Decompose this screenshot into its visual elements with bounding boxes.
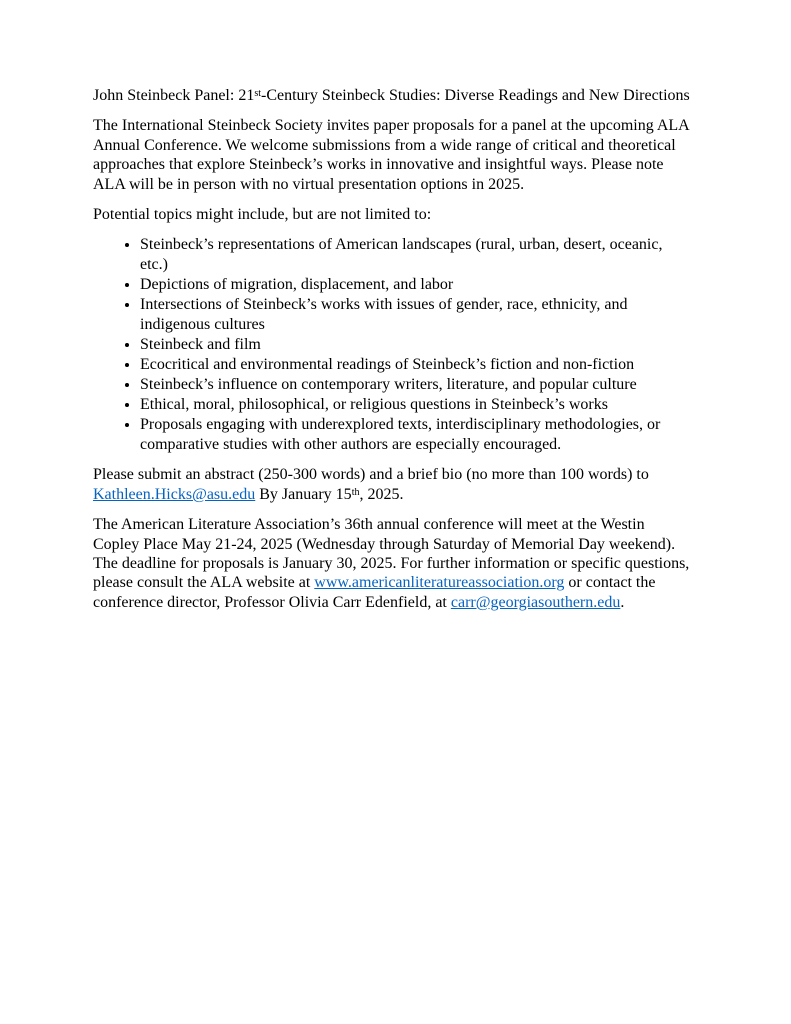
topic-item: • Proposals engaging with underexplored texts, interdisciplinary methodologies, or comparative studies with other authors are especially encouraged. [140, 415, 694, 455]
topic-item: • Ethical, moral, philosophical, or religious questions in Steinbeck’s works [140, 395, 694, 415]
topic-item: • Intersections of Steinbeck’s works with issues of gender, race, ethnicity, and indigenous cultures [140, 295, 694, 335]
superscript-text: th [351, 486, 360, 498]
topic-item: • Steinbeck’s influence on contemporary writers, literature, and popular culture [140, 375, 694, 395]
topic-item: • Steinbeck and film [140, 335, 694, 355]
topic-item: • Depictions of migration, displacement, and labor [140, 275, 694, 295]
topics-lead: Potential topics might include, but are not limited to: [93, 206, 432, 224]
email-link[interactable]: Kathleen.Hicks@asu.edu [93, 485, 256, 503]
intro-paragraph: The International Steinbeck Society invites paper proposals for a panel at the upcoming ALA Annual Conference. We welcome submissions from a wide range of critical and theoretical approaches that explore Steinbeck’s works in innovative and insightful ways. Please note ALA will be in person with no virtual presentation options in 2025. [93, 117, 689, 193]
topic-item: • Ecocritical and environmental readings of Steinbeck’s fiction and non-fiction [140, 355, 694, 375]
ala-website-link[interactable]: www.americanliteratureassociation.org [314, 574, 565, 592]
topics-list [93, 235, 694, 454]
conference-paragraph: The American Literature Association’s 36th annual conference will meet at the Westin Copley Place May 21-24, 2025 (Wednesday through Saturday of Memorial Day weekend). The deadline for proposals is January 30, 2025. For further information or specific questions, please consult the ALA website at www.americanliteratureassociation.org or contact the conference director, Professor Olivia Carr Edenfield, at carr@georgiasouthern.edu. [93, 516, 690, 611]
document-title: John Steinbeck Panel: 21st-Century Steinbeck Studies: Diverse Readings and New Directions [93, 87, 690, 104]
superscript-text: st [254, 88, 261, 99]
submission-paragraph: Please submit an abstract (250-300 words) and a brief bio (no more than 100 words) to Kathleen.Hicks@asu.edu By January 15th, 2025. [93, 466, 649, 503]
topic-item: • Steinbeck’s representations of American landscapes (rural, urban, desert, oceanic, etc.) [140, 235, 694, 275]
director-email-link[interactable]: carr@georgiasouthern.edu [450, 593, 621, 611]
